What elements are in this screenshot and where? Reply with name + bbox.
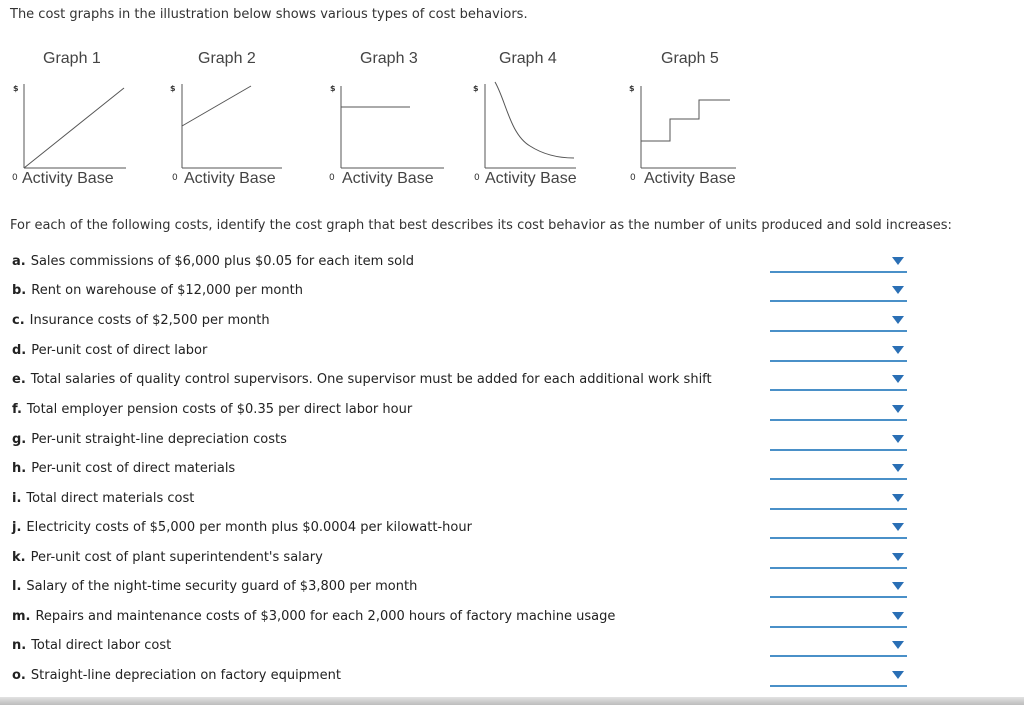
question-row-j <box>0 518 1024 547</box>
intro-text: The cost graphs in the illustration below shows various types of cost behaviors. <box>10 7 528 22</box>
question-row-a <box>0 252 1024 281</box>
question-text <box>12 609 615 624</box>
question-text <box>12 402 412 417</box>
chevron-down-icon[interactable] <box>892 612 904 620</box>
question-row-b <box>0 281 1024 310</box>
question-text <box>12 313 270 328</box>
x-axis-label: Activity Base <box>22 170 114 187</box>
question-letter: h. <box>12 461 27 476</box>
question-text <box>12 638 171 653</box>
question-label: Per-unit cost of direct labor <box>31 343 208 358</box>
question-text <box>12 283 303 298</box>
question-text <box>12 254 414 269</box>
origin-label: 0 <box>630 173 636 183</box>
question-row-h <box>0 459 1024 488</box>
chevron-down-icon[interactable] <box>892 346 904 354</box>
chevron-down-icon[interactable] <box>892 435 904 443</box>
page-bottom-edge <box>0 697 1024 705</box>
question-letter: m. <box>12 609 31 624</box>
answer-dropdown[interactable] <box>770 489 907 510</box>
graph-2 <box>166 46 316 196</box>
question-letter: n. <box>12 638 27 653</box>
answer-dropdown[interactable] <box>770 430 907 451</box>
x-axis-label: Activity Base <box>485 170 577 187</box>
chevron-down-icon[interactable] <box>892 641 904 649</box>
question-row-c <box>0 311 1024 340</box>
question-letter: k. <box>12 550 26 565</box>
question-letter: g. <box>12 432 27 447</box>
chevron-down-icon[interactable] <box>892 286 904 294</box>
question-label: Rent on warehouse of $12,000 per month <box>31 283 303 298</box>
question-letter: c. <box>12 313 25 328</box>
question-letter: i. <box>12 491 22 506</box>
y-axis-label: $ <box>330 84 336 93</box>
origin-label: 0 <box>474 173 480 183</box>
answer-dropdown[interactable] <box>770 518 907 539</box>
answer-dropdown[interactable] <box>770 607 907 628</box>
question-label: Salary of the night-time security guard of $3,800 per month <box>26 579 418 594</box>
chevron-down-icon[interactable] <box>892 553 904 561</box>
question-label: Sales commissions of $6,000 plus $0.05 for each item sold <box>30 254 414 269</box>
chevron-down-icon[interactable] <box>892 582 904 590</box>
chevron-down-icon[interactable] <box>892 523 904 531</box>
graph-title: Graph 4 <box>499 50 557 67</box>
answer-dropdown[interactable] <box>770 311 907 332</box>
graph-title: Graph 1 <box>43 50 101 67</box>
question-label: Total employer pension costs of $0.35 per direct labor hour <box>26 402 413 417</box>
question-label: Per-unit cost of direct materials <box>31 461 236 476</box>
question-text <box>12 461 235 476</box>
graph-title: Graph 2 <box>198 50 256 67</box>
chevron-down-icon[interactable] <box>892 316 904 324</box>
question-label: Repairs and maintenance costs of $3,000 for each 2,000 hours of factory machine usage <box>35 609 616 624</box>
question-text <box>12 491 194 506</box>
x-axis-label: Activity Base <box>644 170 736 187</box>
question-label: Per-unit straight-line depreciation costs <box>31 432 287 447</box>
origin-label: 0 <box>172 173 178 183</box>
answer-dropdown[interactable] <box>770 341 907 362</box>
graph-title: Graph 5 <box>661 50 719 67</box>
question-letter: b. <box>12 283 27 298</box>
question-row-i <box>0 489 1024 518</box>
x-axis-label: Activity Base <box>184 170 276 187</box>
question-text <box>12 432 287 447</box>
question-text <box>12 343 207 358</box>
question-row-m <box>0 607 1024 636</box>
chevron-down-icon[interactable] <box>892 494 904 502</box>
y-axis-label: $ <box>629 84 635 93</box>
question-label: Electricity costs of $5,000 per month plus $0.0004 per kilowatt-hour <box>26 520 472 535</box>
question-row-n <box>0 636 1024 665</box>
graph-1 <box>8 46 158 196</box>
y-axis-label: $ <box>13 84 19 93</box>
answer-dropdown[interactable] <box>770 666 907 687</box>
answer-dropdown[interactable] <box>770 370 907 391</box>
origin-label: 0 <box>329 173 335 183</box>
question-row-d <box>0 341 1024 370</box>
x-axis-label: Activity Base <box>342 170 434 187</box>
chevron-down-icon[interactable] <box>892 464 904 472</box>
question-letter: l. <box>12 579 22 594</box>
chevron-down-icon[interactable] <box>892 375 904 383</box>
question-label: Straight-line depreciation on factory equipment <box>30 668 341 683</box>
graph-3 <box>324 46 474 196</box>
question-label: Insurance costs of $2,500 per month <box>29 313 270 328</box>
question-letter: o. <box>12 668 26 683</box>
question-label: Per-unit cost of plant superintendent's salary <box>30 550 323 565</box>
question-label: Total salaries of quality control supervisors. One supervisor must be added for each additional work shift <box>30 372 712 387</box>
question-text <box>12 520 472 535</box>
question-text <box>12 668 341 683</box>
chevron-down-icon[interactable] <box>892 671 904 679</box>
question-text <box>12 579 417 594</box>
question-label: Total direct materials cost <box>26 491 195 506</box>
answer-dropdown[interactable] <box>770 252 907 273</box>
question-text <box>12 550 323 565</box>
question-letter: f. <box>12 402 22 417</box>
question-letter: j. <box>12 520 22 535</box>
y-axis-label: $ <box>473 84 479 93</box>
graph-title: Graph 3 <box>360 50 418 67</box>
origin-label: 0 <box>12 173 18 183</box>
graph-4 <box>468 46 618 196</box>
answer-dropdown[interactable] <box>770 459 907 480</box>
answer-dropdown[interactable] <box>770 400 907 421</box>
graph-5 <box>626 46 776 196</box>
instruction-text: For each of the following costs, identify the cost graph that best describes its cost behavior as the number of units produced and sold increases: <box>10 218 952 233</box>
answer-dropdown[interactable] <box>770 636 907 657</box>
chevron-down-icon[interactable] <box>892 405 904 413</box>
y-axis-label: $ <box>170 84 176 93</box>
question-row-k <box>0 548 1024 577</box>
answer-dropdown[interactable] <box>770 548 907 569</box>
question-letter: e. <box>12 372 26 387</box>
question-text <box>12 372 712 387</box>
chevron-down-icon[interactable] <box>892 257 904 265</box>
question-row-e <box>0 370 1024 399</box>
question-label: Total direct labor cost <box>31 638 172 653</box>
answer-dropdown[interactable] <box>770 577 907 598</box>
question-row-l <box>0 577 1024 606</box>
question-row-o <box>0 666 1024 695</box>
question-row-f <box>0 400 1024 429</box>
question-row-g <box>0 430 1024 459</box>
question-letter: a. <box>12 254 26 269</box>
answer-dropdown[interactable] <box>770 281 907 302</box>
question-letter: d. <box>12 343 27 358</box>
